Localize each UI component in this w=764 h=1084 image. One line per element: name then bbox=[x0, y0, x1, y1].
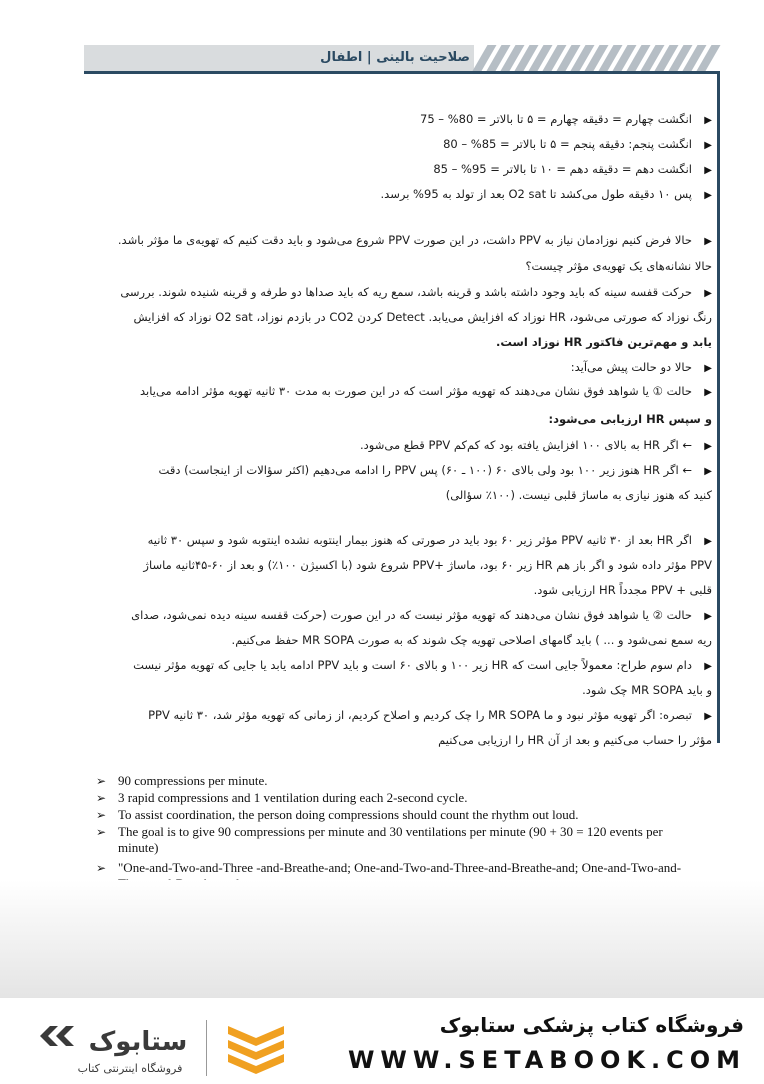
arrow-bullet-icon: ➢ bbox=[96, 861, 107, 875]
english-list-item: ➢ To assist coordination, the person doing compressions should count the rhythm out loud. bbox=[96, 807, 579, 822]
bullet-line: ▶حالت ① یا شواهد فوق نشان می‌دهند که تهویه مؤثر است که در این صورت به مدت ۳۰ ثانیه تهویه مؤثر ادامه می‌یابد bbox=[140, 383, 712, 401]
arrow-bullet-icon: ➢ bbox=[96, 774, 107, 788]
bullet-line: ▶پس ۱۰ دقیقه طول می‌کشد تا O2 sat بعد از تولد به 95% برسد. bbox=[381, 186, 712, 204]
svg-text:ستابوک: ستابوک bbox=[88, 1027, 188, 1057]
triangle-bullet-icon: ▶ bbox=[704, 363, 712, 374]
arrow-bullet-icon: ➢ bbox=[96, 825, 107, 839]
bullet-line: ▶اگر HR بعد از ۳۰ ثانیه PPV مؤثر زیر ۶۰ بود باید در صورتی که هنوز بیمار اینتوبه نشده اینتوبه شود و سپس ۳۰ ثانیه bbox=[148, 532, 712, 550]
svg-text:فروشگاه اینترنتی کتاب: فروشگاه اینترنتی کتاب bbox=[77, 1062, 183, 1075]
triangle-bullet-icon: ▶ bbox=[704, 288, 712, 299]
triangle-bullet-icon: ▶ bbox=[704, 165, 712, 176]
setabook-logo bbox=[30, 1012, 290, 1080]
page-title: صلاحیت بالینی | اطفال bbox=[320, 50, 470, 65]
text-line: حالا نشانه‌های یک تهویه‌ی مؤثر چیست؟ bbox=[525, 259, 712, 273]
bullet-line: ▶← اگر HR به بالای ۱۰۰ افزایش یافته بود که کم‌کم PPV قطع می‌شود. bbox=[360, 437, 712, 455]
english-list-item: ➢ 3 rapid compressions and 1 ventilation during each 2-second cycle. bbox=[96, 790, 468, 805]
bullet-line: ▶انگشت چهارم = دقیقه چهارم = ۵ تا بالاتر = 80% – 75 bbox=[420, 111, 712, 129]
triangle-bullet-icon: ▶ bbox=[704, 466, 712, 477]
english-list-item: ➢ 90 compressions per minute. bbox=[96, 773, 268, 788]
bullet-line: ▶انگشت دهم = دقیقه دهم = ۱۰ تا بالاتر = 95% – 85 bbox=[433, 161, 712, 179]
text-line: کنید که هنوز نیازی به ماساژ قلبی نیست. (۱۰۰٪ سؤالی) bbox=[445, 488, 712, 502]
margin-rule bbox=[717, 71, 720, 743]
text-line: PPV مؤثر داده شود و اگر باز هم HR زیر ۶۰ بود، ماساژ +PPV شروع شود (با اکسیژن ۱۰۰٪) و بعد از ۶۰-۴۵ثانیه ماساژ bbox=[143, 558, 712, 572]
bullet-line: ▶← اگر HR هنوز زیر ۱۰۰ بود ولی بالای ۶۰ (۱۰۰ ـ ۶۰) پس PPV را ادامه می‌دهیم (اکثر سؤالات از اینجاست) دقت bbox=[159, 462, 712, 480]
footer-fade bbox=[0, 880, 764, 1000]
bullet-line: ▶حالا فرض کنیم نوزادمان نیاز به PPV داشت، در این صورت PPV شروع می‌شود و باید دقت کنیم که تهویه‌ی ما مؤثر باشد. bbox=[118, 232, 712, 250]
setabook-logo-icon bbox=[30, 1012, 290, 1080]
triangle-bullet-icon: ▶ bbox=[704, 661, 712, 672]
triangle-bullet-icon: ▶ bbox=[704, 441, 712, 452]
triangle-bullet-icon: ▶ bbox=[704, 190, 712, 201]
text-line: یابد و مهم‌ترین فاکتور HR نوزاد است. bbox=[496, 335, 712, 349]
text-line: ریه سمع نمی‌شود و ... ) باید گامهای اصلاحی تهویه چک شوند که به صورت MR SOPA حفظ می‌کنیم. bbox=[231, 633, 712, 647]
text-line: مؤثر را حساب می‌کنیم و بعد از آن HR را ارزیابی می‌کنیم bbox=[438, 733, 712, 747]
website-link[interactable]: WWW.SETABOOK.COM bbox=[347, 1046, 746, 1074]
bullet-line: ▶تبصره: اگر تهویه مؤثر نبود و ما MR SOPA را چک کردیم و اصلاح کردیم، از زمانی که تهویه مؤثر شد، ۳۰ ثانیه PPV bbox=[148, 707, 712, 725]
arrow-bullet-icon: ➢ bbox=[96, 791, 107, 805]
english-list-item: ➢ "One-and-Two-and-Three -and-Breathe-and; One-and-Two-and-Three-and-Breathe-and; One-and-Two-and- bbox=[96, 860, 682, 875]
text-line: و سپس HR ارزیابی می‌شود: bbox=[548, 412, 712, 426]
arrow-bullet-icon: ➢ bbox=[96, 808, 107, 822]
bullet-line: ▶انگشت پنجم: دقیقه پنجم = ۵ تا بالاتر = 85% – 80 bbox=[443, 136, 712, 154]
bullet-line: ▶حرکت قفسه سینه که باید وجود داشته باشد و قرینه باشد، سمع ریه که باید صداها دو طرفه و قرینه شنیده شوند. بررسی bbox=[120, 284, 712, 302]
english-list-item: ➢ The goal is to give 90 compressions per minute and 30 ventilations per minute (90 + 30 = 120 events per minute) bbox=[96, 824, 663, 855]
text-line: و باید MR SOPA چک شود. bbox=[582, 683, 712, 697]
triangle-bullet-icon: ▶ bbox=[704, 236, 712, 247]
triangle-bullet-icon: ▶ bbox=[704, 115, 712, 126]
text-line: قلبی + PPV مجدداً HR ارزیابی شود. bbox=[533, 583, 712, 597]
triangle-bullet-icon: ▶ bbox=[704, 711, 712, 722]
triangle-bullet-icon: ▶ bbox=[704, 536, 712, 547]
shop-name: فروشگاه کتاب پزشکی ستابوک bbox=[439, 1013, 744, 1037]
triangle-bullet-icon: ▶ bbox=[704, 140, 712, 151]
text-line: رنگ نوزاد که صورتی می‌شود، HR نوزاد که افزایش می‌یابد. Detect کردن CO2 در بازدم نوزاد، O2 sat نوزاد که افزایش bbox=[133, 310, 712, 324]
triangle-bullet-icon: ▶ bbox=[704, 387, 712, 398]
bullet-line: ▶حالا دو حالت پیش می‌آید: bbox=[571, 359, 712, 377]
header-rule bbox=[84, 71, 720, 74]
triangle-bullet-icon: ▶ bbox=[704, 611, 712, 622]
header-stripes bbox=[474, 45, 720, 71]
bullet-line: ▶دام سوم طراح: معمولاً جایی است که HR زیر ۱۰۰ و بالای ۶۰ است و باید PPV ادامه یابد یا جایی که تهویه مؤثر نیست bbox=[133, 657, 712, 675]
bullet-line: ▶حالت ② یا شواهد فوق نشان می‌دهند که تهویه مؤثر نیست که در این صورت (حرکت قفسه سینه دیده نمی‌شود، صدای bbox=[131, 607, 712, 625]
